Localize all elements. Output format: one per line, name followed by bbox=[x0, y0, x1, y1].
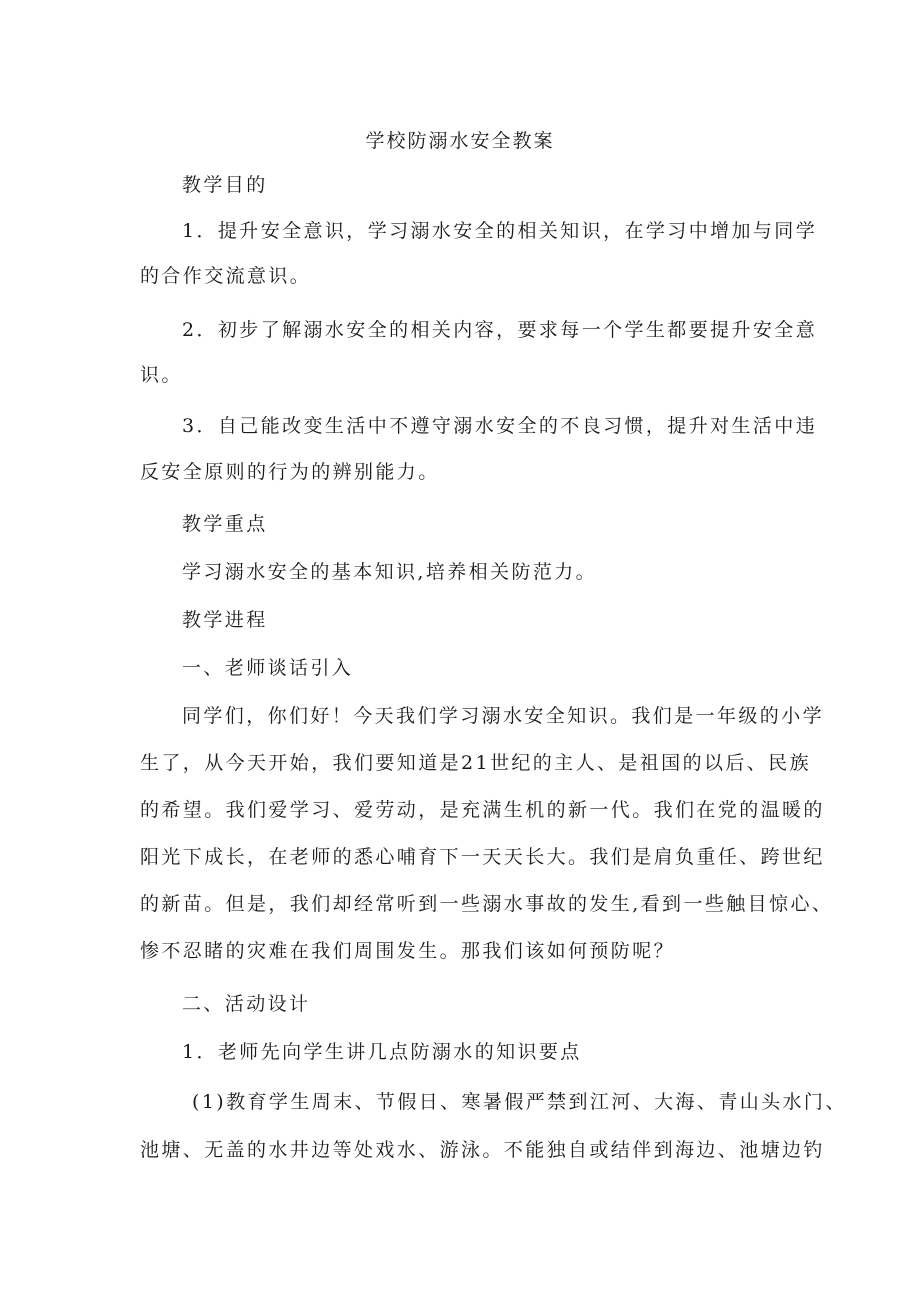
paragraph-line: 同学们，你们好！今天我们学习溺水安全知识。我们是一年级的小学 bbox=[182, 705, 825, 727]
paragraph-line: 1．提升安全意识，学习溺水安全的相关知识，在学习中增加与同学 bbox=[182, 220, 818, 242]
paragraph-line: 3．自己能改变生活中不遵守溺水安全的不良习惯，提升对生活中违 bbox=[182, 415, 818, 437]
document-title: 学校防溺水安全教案 bbox=[365, 130, 555, 152]
paragraph-line: 反安全原则的行为的辨别能力。 bbox=[140, 461, 440, 483]
heading-teaching-focus: 教学重点 bbox=[182, 513, 268, 535]
paragraph-line: 池塘、无盖的水井边等处戏水、游泳。不能独自或结伴到海边、池塘边钓 bbox=[140, 1139, 825, 1161]
heading-teaching-goals: 教学目的 bbox=[182, 174, 268, 196]
subsection-heading: 1．老师先向学生讲几点防溺水的知识要点 bbox=[182, 1041, 582, 1063]
paragraph-line: 的新苗。但是，我们却经常听到一些溺水事故的发生,看到一些触目惊心、 bbox=[140, 893, 834, 915]
heading-teaching-process: 教学进程 bbox=[182, 609, 268, 631]
paragraph-line: (1)教育学生周末、节假日、寒暑假严禁到江河、大海、青山头水门、 bbox=[192, 1091, 847, 1113]
paragraph-line: 的希望。我们爱学习、爱劳动，是充满生机的新一代。我们在党的温暖的 bbox=[140, 799, 825, 821]
paragraph-line: 阳光下成长，在老师的悉心哺育下一天天长大。我们是肩负重任、跨世纪 bbox=[140, 846, 825, 868]
section-heading-1: 一、老师谈话引入 bbox=[182, 657, 354, 679]
paragraph-line: 2．初步了解溺水安全的相关内容，要求每一个学生都要提升安全意 bbox=[182, 319, 818, 341]
paragraph-line: 学习溺水安全的基本知识,培养相关防范力。 bbox=[182, 561, 598, 583]
paragraph-line: 的合作交流意识。 bbox=[140, 265, 312, 287]
paragraph-line: 识。 bbox=[140, 364, 183, 386]
section-heading-2: 二、活动设计 bbox=[182, 993, 311, 1015]
paragraph-line: 生了，从今天开始，我们要知道是21世纪的主人、是祖国的以后、民族 bbox=[140, 752, 811, 774]
paragraph-line: 惨不忍睹的灾难在我们周围发生。那我们该如何预防呢？ bbox=[140, 940, 676, 962]
